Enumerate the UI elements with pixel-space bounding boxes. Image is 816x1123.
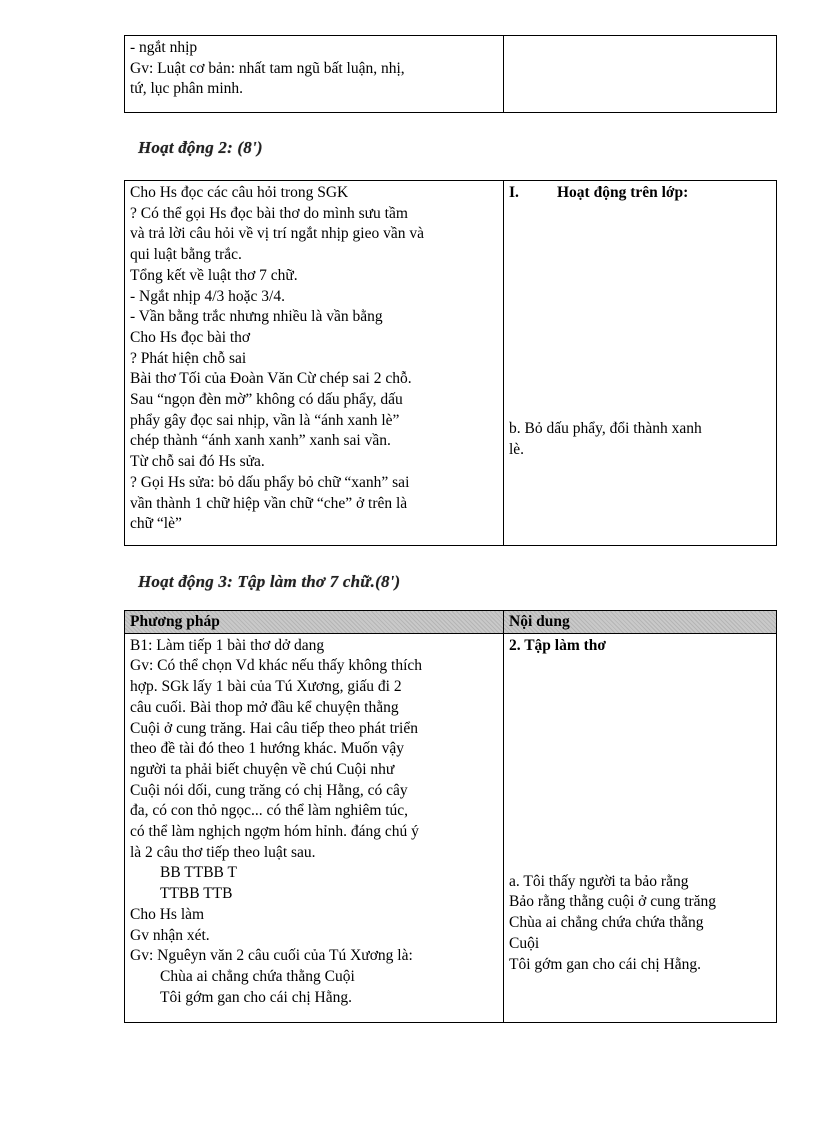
text-line: - Vần bằng trắc nhưng nhiều là vần bằng (130, 308, 383, 326)
text-line: hợp. SGk lấy 1 bài của Tú Xương, giấu đi 2 (130, 678, 402, 696)
text-line: tứ, lục phân minh. (130, 80, 244, 98)
text-line: chữ “lè” (130, 515, 182, 533)
table2-right-cell (504, 181, 777, 546)
meter-pattern-line: BB TTBB T (160, 864, 237, 882)
text-line: là 2 câu thơ tiếp theo luật sau. (130, 843, 316, 861)
text-line: chép thành “ánh xanh xanh” xanh sai vần. (130, 432, 391, 450)
text-line: Cuội (509, 934, 540, 952)
text-line: ? Gọi Hs sửa: bỏ dấu phẩy bỏ chữ “xanh” sai (130, 473, 410, 491)
text-line: Bảo rằng thằng cuội ở cung trăng (509, 893, 717, 911)
table-top-continuation (124, 35, 777, 113)
text-line: câu cuối. Bài thop mở đầu kể chuyện thằng (130, 698, 399, 716)
text-line: vần thành 1 chữ hiệp vần chữ “che” ở trên là (130, 494, 408, 512)
text-line: Gv nhận xét. (130, 926, 210, 944)
table3-right-cell (504, 633, 777, 1022)
table1-right-cell (504, 36, 777, 113)
section-heading-activity-2: Hoạt động 2: (8') (138, 138, 263, 157)
table-header-row (125, 611, 777, 634)
text-line: Gv: Luật cơ bản: nhất tam ngũ bất luận, nhị, (130, 59, 405, 77)
text-line: Gv: Có thể chọn Vd khác nếu thấy không thích (130, 657, 423, 675)
text-line: B1: Làm tiếp 1 bài thơ dở dang (130, 636, 325, 654)
text-line: Cho Hs đọc các câu hỏi trong SGK (130, 184, 349, 201)
answer-note (509, 419, 702, 460)
text-line: theo đề tài đó theo 1 hướng khác. Muốn vậy (130, 740, 405, 758)
text-line: Cuội nói dối, cung trăng có chị Hằng, có cây (130, 781, 408, 799)
answer-poem (509, 872, 716, 976)
text-line: ? Phát hiện chỗ sai (130, 349, 247, 367)
text-line: ? Có thể gọi Hs đọc bài thơ do mình sưu tầm (130, 204, 408, 222)
table-row (125, 181, 777, 546)
text-line: Gv: Nguêyn văn 2 câu cuối của Tú Xương là: (130, 947, 413, 965)
text-line: - ngắt nhịp (130, 39, 198, 56)
text-line: Cho Hs làm (130, 905, 205, 923)
text-line: Sau “ngọn đèn mờ” không có dấu phẩy, dấu (130, 391, 403, 409)
text-line: phẩy gây đọc sai nhịp, vần là “ánh xanh lè” (130, 411, 400, 429)
text-line: Cho Hs đọc bài thơ (130, 328, 251, 346)
text-line: qui luật bằng trắc. (130, 246, 242, 264)
table3-left-cell (125, 633, 504, 1022)
text-line: và trả lời câu hỏi về vị trí ngắt nhịp gieo vần và (130, 225, 425, 243)
text-line: lè. (509, 440, 525, 458)
column-header-content: Nội dung (504, 611, 777, 634)
text-line: Cuội ở cung trăng. Hai câu tiếp theo phát triển (130, 719, 418, 737)
text-line: Chùa ai chẳng chứa chứa thằng (509, 914, 704, 932)
column-header-method: Phương pháp (125, 611, 504, 634)
text-line: - Ngắt nhịp 4/3 hoặc 3/4. (130, 287, 285, 305)
text-line: Từ chỗ sai đó Hs sửa. (130, 453, 265, 471)
poem-line: Tôi gớm gan cho cái chị Hằng. (160, 988, 352, 1006)
text-line: Bài thơ Tối của Đoàn Văn Cừ chép sai 2 chỗ. (130, 370, 412, 388)
heading-number: I. (509, 184, 519, 201)
section-heading-classroom (509, 183, 771, 204)
text-line: a. Tôi thấy người ta bảo rằng (509, 872, 689, 890)
table1-left-cell (125, 36, 504, 113)
section-heading-poetry: 2. Tập làm thơ (509, 636, 607, 654)
text-line: có thể làm nghịch ngợm hóm hỉnh. đáng chú ý (130, 823, 419, 841)
poem-line: Chùa ai chẳng chứa thằng Cuội (160, 967, 355, 985)
table-activity-2 (124, 180, 777, 546)
text-line: b. Bỏ dấu phẩy, đổi thành xanh (509, 420, 702, 437)
table2-left-cell (125, 181, 504, 546)
meter-pattern-line: TTBB TTB (160, 885, 233, 903)
text-line: đa, có con thỏ ngọc... có thể làm nghiêm túc, (130, 802, 409, 820)
table-row (125, 633, 777, 1022)
section-heading-activity-3: Hoạt động 3: Tập làm thơ 7 chữ.(8') (138, 572, 401, 591)
table-activity-3 (124, 610, 777, 1023)
heading-text: Hoạt động trên lớp: (557, 184, 689, 201)
text-line: Tôi gớm gan cho cái chị Hằng. (509, 955, 701, 973)
table-row (125, 36, 777, 113)
text-line: người ta phải biết chuyện về chú Cuội như (130, 760, 395, 778)
text-line: Tổng kết về luật thơ 7 chữ. (130, 266, 298, 284)
